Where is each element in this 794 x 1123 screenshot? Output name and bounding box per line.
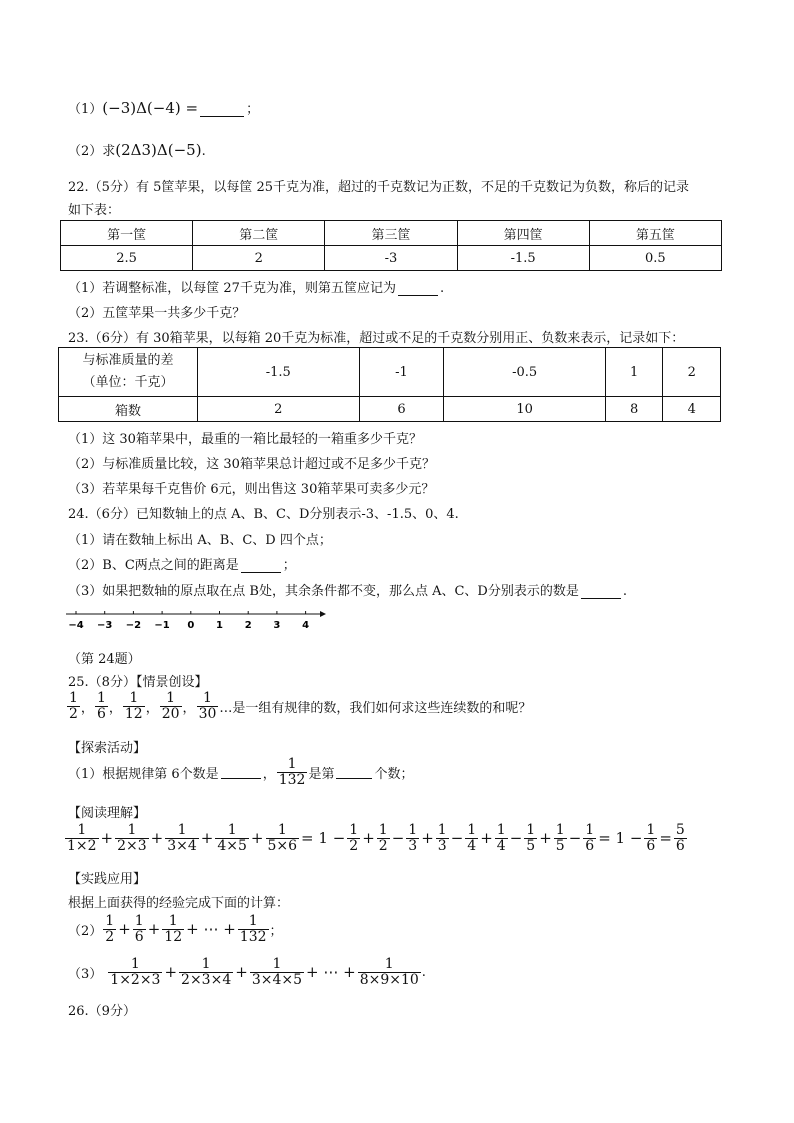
answer-blank[interactable] xyxy=(398,282,438,296)
q23-table xyxy=(58,347,721,422)
number-line-tick-label: −2 xyxy=(125,620,142,631)
fraction: $\frac{5}{6}$ xyxy=(675,822,685,854)
fraction: $\frac{1}{5\times 6}$ xyxy=(267,822,298,854)
fraction: $\frac{1}{3}$ xyxy=(437,822,447,854)
q22-table xyxy=(60,220,722,271)
answer-blank[interactable] xyxy=(336,765,372,779)
fraction: $\frac{1}{5}$ xyxy=(555,822,565,854)
q25-heading: 25.（8分）【情景创设】 xyxy=(68,675,208,690)
table-header: 第五筐 xyxy=(589,221,721,246)
table-cell: 2 xyxy=(193,246,325,271)
q24-part1: （1）请在数轴上标出 A、B、C、D 四个点； xyxy=(68,533,332,548)
fraction: $\frac{1}{2}$ xyxy=(105,913,115,945)
answer-blank[interactable] xyxy=(581,585,621,599)
practice-instruction: 根据上面获得的经验完成下面的计算： xyxy=(68,896,290,911)
answer-blank[interactable] xyxy=(221,765,261,779)
reading-heading: 【阅读理解】 xyxy=(68,806,147,821)
fraction: $\frac{1}{6}$ xyxy=(96,690,106,722)
number-line[interactable] xyxy=(62,606,332,634)
fraction: $\frac{1}{6}$ xyxy=(646,822,656,854)
fraction: $\frac{1}{1\times 2\times 3}$ xyxy=(110,956,161,988)
q24-part2: （2）B、C两点之间的距离是 ； xyxy=(68,558,296,573)
q23-stem: 23.（6分）有 30箱苹果，以每箱 20千克为标准，超过或不足的千克数分别用正、负数来表示，记录如下： xyxy=(68,331,685,346)
number-line-tick-label: 1 xyxy=(216,620,223,631)
fraction: $\frac{1}{8\times 9\times 10}$ xyxy=(359,956,419,988)
table-cell: 4 xyxy=(663,397,721,422)
q23-part3: （3）若苹果每千克售价 6元，则出售这 30箱苹果可卖多少元？ xyxy=(68,482,435,497)
fraction: $\frac{1}{2\times 3}$ xyxy=(117,822,147,854)
fraction: $\frac{1}{2}$ xyxy=(349,822,359,854)
table-cell: 2.5 xyxy=(61,246,193,271)
q22-stem: 22.（5分）有 5筐苹果，以每筐 25千克为准，超过的千克数记为正数，不足的千克数记为负数，称后的记录 xyxy=(68,180,690,195)
answer-blank[interactable] xyxy=(200,103,244,117)
q25-part2: （2） $\frac{1}{2}$ + $\frac{1}{6}$ + $\frac{1}{12}$ + ⋯ + $\frac{1}{132}$ ； xyxy=(68,913,283,945)
q23-part1: （1）这 30箱苹果中，最重的一箱比最轻的一箱重多少千克？ xyxy=(68,432,422,447)
table-cell: 1 xyxy=(605,348,663,397)
table-cell: 0.5 xyxy=(589,246,721,271)
table-row-label: 箱数 xyxy=(59,397,198,422)
table-cell: 2 xyxy=(663,348,721,397)
fraction: $\frac{1}{4}$ xyxy=(467,822,477,854)
q25-sequence: $\frac{1}{2}$ ， $\frac{1}{6}$ ， $\frac{1}{12}$ ， $\frac{1}{20}$ ， $\frac{1}{30}$ …是一组有规律的数，我们如何求这些连续数的和呢？ xyxy=(69,690,532,722)
table-cell: 2 xyxy=(198,397,360,422)
q23-part2: （2）与标准质量比较，这 30箱苹果总计超过或不足多少千克？ xyxy=(68,457,435,472)
q22-part1: （1）若调整标准，以每筐 27千克为准，则第五筐应记为 . xyxy=(68,281,445,296)
fraction: $\frac{1}{30}$ xyxy=(198,690,217,722)
q26-heading: 26.（9分） xyxy=(68,1004,136,1019)
table-cell: -0.5 xyxy=(444,348,606,397)
table-row-label: 与标准质量的差 （单位：千克） xyxy=(59,348,198,397)
reading-equation: $\frac{1}{1\times 2}$ + $\frac{1}{2\times 3}$ + $\frac{1}{3\times 4}$ + $\frac{1}{4\times 5}$ + $\frac{1}{5\times 6}$ = 1 − $\frac{1}{2}$ + $\frac{1}{2}$ − $\frac{1}{3}$ + $\frac{1}{3}$ − $\frac{1}{4}$ + $\frac{1}{4}$ − $\frac{1}{5}$ + $\frac{1}{5}$ − $\frac{1}{6}$ = 1 − $\frac{1}{6}$ = $\frac{5}{6}$ xyxy=(67,822,685,854)
q21-part2: （2）求(2Δ3)Δ(−5). xyxy=(68,141,206,159)
fraction: $\frac{1}{12}$ xyxy=(164,913,183,945)
fraction: $\frac{1}{2}$ xyxy=(378,822,388,854)
table-cell: 6 xyxy=(359,397,444,422)
number-line-tick-label: 0 xyxy=(187,620,195,631)
fraction: $\frac{1}{6}$ xyxy=(134,913,144,945)
fraction: $\frac{1}{132}$ xyxy=(239,913,267,945)
fraction: $\frac{1}{2\times 3\times 4}$ xyxy=(181,956,232,988)
number-line-tick-label: 3 xyxy=(273,620,281,631)
table-header: 第三筐 xyxy=(325,221,457,246)
fraction: $\frac{1}{20}$ xyxy=(161,690,180,722)
fraction: $\frac{1}{3}$ xyxy=(408,822,418,854)
table-cell: 8 xyxy=(605,397,663,422)
number-line-tick-label: 2 xyxy=(244,620,252,631)
table-header: 第四筐 xyxy=(457,221,589,246)
table-header: 第二筐 xyxy=(193,221,325,246)
explore-heading: 【探索活动】 xyxy=(68,741,147,756)
fraction: $\frac{1}{132}$ xyxy=(278,756,306,788)
fraction: $\frac{1}{4\times 5}$ xyxy=(217,822,247,854)
fraction: $\frac{1}{5}$ xyxy=(526,822,536,854)
fraction: $\frac{1}{12}$ xyxy=(124,690,143,722)
number-line-tick-label: −3 xyxy=(97,620,113,631)
table-cell: -1.5 xyxy=(198,348,360,397)
q25-part3: （3） $\frac{1}{1\times 2\times 3}$ + $\frac{1}{2\times 3\times 4}$ + $\frac{1}{3\times 4\times 5}$ + ⋯ + $\frac{1}{8\times 9\times 10}$ . xyxy=(68,956,426,988)
practice-heading: 【实践应用】 xyxy=(68,872,147,887)
number-line-tick-label: −1 xyxy=(154,620,170,631)
fraction: $\frac{1}{4}$ xyxy=(496,822,506,854)
q21-part1: （1）(−3)Δ(−4) = ； xyxy=(68,99,260,117)
fraction: $\frac{1}{3\times 4}$ xyxy=(167,822,197,854)
fraction: $\frac{1}{6}$ xyxy=(585,822,595,854)
q22-stem-cont: 如下表： xyxy=(68,203,121,218)
table-cell: 10 xyxy=(444,397,606,422)
arrow-right-icon xyxy=(320,611,326,617)
fraction: $\frac{1}{3\times 4\times 5}$ xyxy=(251,956,302,988)
fraction: $\frac{1}{2}$ xyxy=(69,690,78,722)
q22-part2: （2）五筐苹果一共多少千克？ xyxy=(68,306,246,321)
number-line-tick-label: −4 xyxy=(68,620,84,631)
q24-part3: （3）如果把数轴的原点取在点 B处，其余条件都不变，那么点 A、C、D分别表示的数是 . xyxy=(68,584,627,599)
answer-blank[interactable] xyxy=(241,559,281,573)
table-cell: -1.5 xyxy=(457,246,589,271)
q24-stem: 24.（6分）已知数轴上的点 A、B、C、D分别表示-3、-1.5、0、4. xyxy=(68,507,459,522)
fraction: $\frac{1}{1\times 2}$ xyxy=(67,822,97,854)
table-cell: -1 xyxy=(359,348,444,397)
q25-part1: （1）根据规律第 6个数是 ， $\frac{1}{132}$ 是第 个数； xyxy=(68,756,414,788)
table-header: 第一筐 xyxy=(61,221,193,246)
table-cell: -3 xyxy=(325,246,457,271)
number-line-tick-label: 4 xyxy=(302,620,310,631)
figure-caption: （第 24题） xyxy=(68,652,141,667)
